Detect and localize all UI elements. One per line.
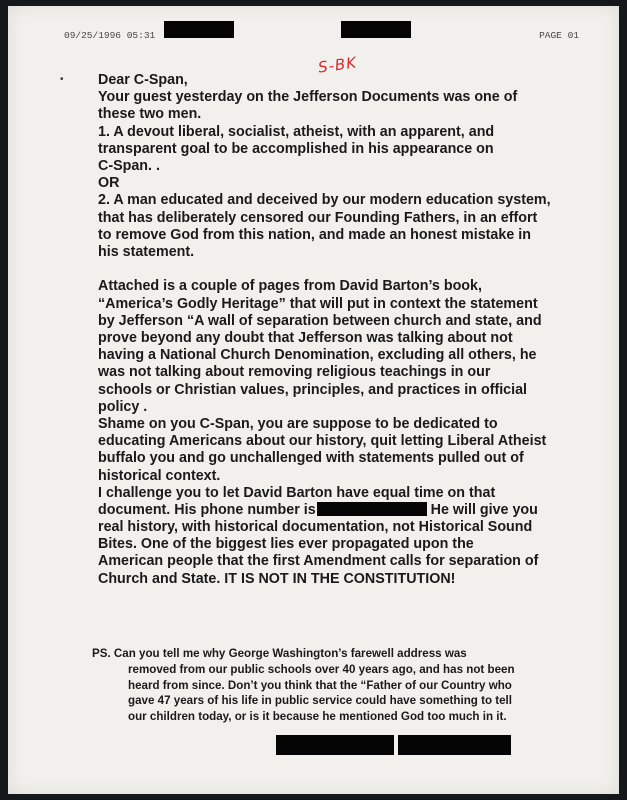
text-line: Bites. One of the biggest lies ever propagated upon the: [98, 536, 474, 553]
text-line: Shame on you C-Span, you are suppose to be dedicated to: [98, 415, 498, 432]
text-line: I challenge you to let David Barton have equal time on that: [98, 484, 496, 501]
text-line: buffalo you and go unchallenged with statements pulled out of: [98, 450, 524, 467]
text-line: these two men.: [98, 106, 202, 123]
text-line: removed from our public schools over 40 years ago, and has not been: [128, 662, 515, 676]
letter-body: [98, 72, 603, 588]
handwritten-routing-note: S-BK: [316, 53, 359, 77]
text-line: that has deliberately censored our Founding Fathers, in an effort: [98, 209, 538, 226]
text-line: educating Americans about our history, quit letting Liberal Atheist: [98, 433, 547, 450]
redaction-phone-number: [317, 502, 427, 516]
phone-prefix: document. His phone number is: [98, 501, 316, 518]
text-line: 2. A man educated and deceived by our modern education system,: [98, 192, 551, 209]
text-line: real history, with historical documentation, not Historical Sound: [98, 519, 533, 536]
ps-rest: [92, 662, 612, 725]
text-line: by Jefferson “A wall of separation between church and state, and: [98, 312, 542, 329]
text-line: 1. A devout liberal, socialist, atheist, with an apparent, and: [98, 123, 495, 140]
text-line: Your guest yesterday on the Jefferson Documents was one of: [98, 89, 518, 106]
redaction-header-2: [341, 21, 411, 38]
text-line: having a National Church Denomination, excluding all others, he: [98, 347, 537, 364]
text-line: Church and State. IT IS NOT IN THE CONSTITUTION!: [98, 570, 456, 587]
fax-timestamp: 09/25/1996 05:31: [64, 30, 156, 41]
text-line: “America’s Godly Heritage” that will put in context the statement: [98, 295, 538, 312]
fax-page-number: PAGE 01: [539, 30, 579, 41]
phone-suffix: He will give you: [426, 501, 538, 518]
margin-mark: •: [60, 74, 64, 85]
text-line: heard from since. Don’t you think that the “Father of our Country who: [128, 678, 512, 692]
phone-line: [98, 502, 603, 519]
document-page: [8, 6, 619, 794]
text-line: [98, 261, 603, 278]
fax-header: [64, 30, 579, 44]
text-line: schools or Christian values, principles, and practices in official: [98, 381, 528, 398]
redaction-header-1: [164, 21, 234, 38]
postscript: [92, 646, 612, 725]
text-line: American people that the first Amendment calls for separation of: [98, 553, 539, 570]
text-line: was not talking about removing religious teachings in our: [98, 364, 491, 381]
text-line: our children today, or is it because he mentioned God too much in it.: [128, 710, 507, 724]
letter-lines: [98, 72, 603, 502]
text-line: C-Span. .: [98, 157, 160, 174]
text-line: policy .: [98, 398, 148, 415]
ps-first-line: PS. Can you tell me why George Washington’s farewell address was: [92, 647, 467, 660]
text-line: Dear C-Span,: [98, 72, 188, 88]
text-line: gave 47 years of his life in public service could have something to tell: [128, 694, 513, 708]
redaction-signature-1: [276, 735, 394, 755]
text-line: historical context.: [98, 467, 221, 484]
text-line: to remove God from this nation, and made an honest mistake in: [98, 226, 531, 243]
letter-lines-after: [98, 519, 603, 588]
redaction-signature-2: [398, 735, 511, 755]
text-line: transparent goal to be accomplished in his appearance on: [98, 140, 494, 157]
text-line: Attached is a couple of pages from David Barton’s book,: [98, 278, 482, 295]
text-line: OR: [98, 175, 120, 192]
text-line: prove beyond any doubt that Jefferson was talking about not: [98, 330, 513, 347]
text-line: his statement.: [98, 243, 195, 260]
